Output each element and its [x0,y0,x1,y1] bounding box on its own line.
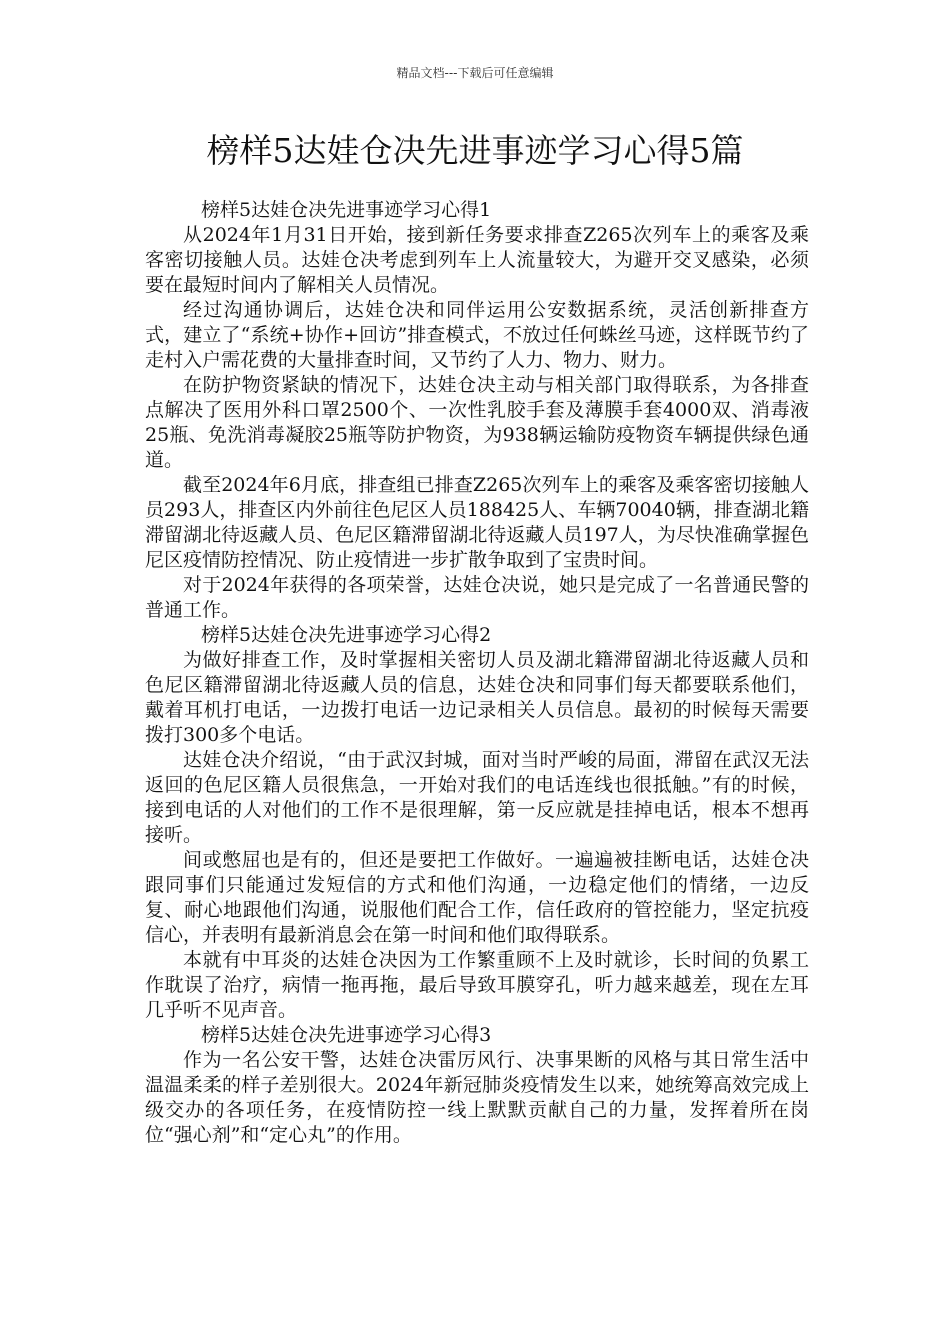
section-heading: 榜样5达娃仓决先进事迹学习心得2 [201,624,492,646]
body-paragraph: 作为一名公安干警，达娃仓决雷厉风行、决事果断的风格与其日常生活中温温柔柔的样子差别很大。2024年新冠肺炎疫情发生以来，她统筹高效完成上级交办的各项任务，在疫情防控一线上默默贡献自己的力量，发挥着所在岗位“强心剂”和“定心丸”的作用。 [145,1049,809,1146]
body-paragraph: 为做好排查工作，及时掌握相关密切人员及湖北籍滞留湖北待返藏人员和色尼区籍滞留湖北待返藏人员的信息，达娃仓决和同事们每天都要联系他们，戴着耳机打电话，一边拨打电话一边记录相关人员信息。最初的时候每天需要拨打300多个电话。 [145,649,809,746]
body-paragraph: 达娃仓决介绍说，“由于武汉封城，面对当时严峻的局面，滞留在武汉无法返回的色尼区籍人员很焦急，一开始对我们的电话连线也很抵触。”有的时候，接到电话的人对他们的工作不是很理解，第一反应就是挂掉电话，根本不想再接听。 [145,749,809,846]
document-title: 榜样5达娃仓决先进事迹学习心得5篇 [206,131,744,170]
section-heading: 榜样5达娃仓决先进事迹学习心得1 [201,199,492,221]
body-paragraph: 对于2024年获得的各项荣誉，达娃仓决说，她只是完成了一名普通民警的普通工作。 [145,574,809,621]
document-body [145,198,809,1148]
section-heading: 榜样5达娃仓决先进事迹学习心得3 [201,1024,492,1046]
body-paragraph: 在防护物资紧缺的情况下，达娃仓决主动与相关部门取得联系，为各排查点解决了医用外科口罩2500个、一次性乳胶手套及薄膜手套4000双、消毒液25瓶、免洗消毒凝胶25瓶等防护物资，为938辆运输防疫物资车辆提供绿色通道。 [145,374,809,471]
page-header-note: 精品文档---下载后可任意编辑 [396,66,554,80]
body-paragraph: 经过沟通协调后，达娃仓决和同伴运用公安数据系统，灵活创新排查方式，建立了“系统+协作+回访”排查模式，不放过任何蛛丝马迹，这样既节约了走村入户需花费的大量排查时间，又节约了人力、物力、财力。 [145,299,809,371]
body-paragraph: 间或憋屈也是有的，但还是要把工作做好。一遍遍被挂断电话，达娃仓决跟同事们只能通过发短信的方式和他们沟通，一边稳定他们的情绪，一边反复、耐心地跟他们沟通，说服他们配合工作，信任政府的管控能力，坚定抗疫信心，并表明有最新消息会在第一时间和他们取得联系。 [145,849,809,946]
body-paragraph: 从2024年1月31日开始，接到新任务要求排查Z265次列车上的乘客及乘客密切接触人员。达娃仓决考虑到列车上人流量较大，为避开交叉感染，必须要在最短时间内了解相关人员情况。 [145,224,809,296]
body-paragraph: 本就有中耳炎的达娃仓决因为工作繁重顾不上及时就诊，长时间的负累工作耽误了治疗，病情一拖再拖，最后导致耳膜穿孔，听力越来越差，现在左耳几乎听不见声音。 [145,949,809,1021]
body-paragraph: 截至2024年6月底，排查组已排查Z265次列车上的乘客及乘客密切接触人员293人，排查区内外前往色尼区人员188425人、车辆70040辆，排查湖北籍滞留湖北待返藏人员、色尼区籍滞留湖北待返藏人员197人，为尽快准确掌握色尼区疫情防控情况、防止疫情进一步扩散争取到了宝贵时间。 [145,474,809,571]
